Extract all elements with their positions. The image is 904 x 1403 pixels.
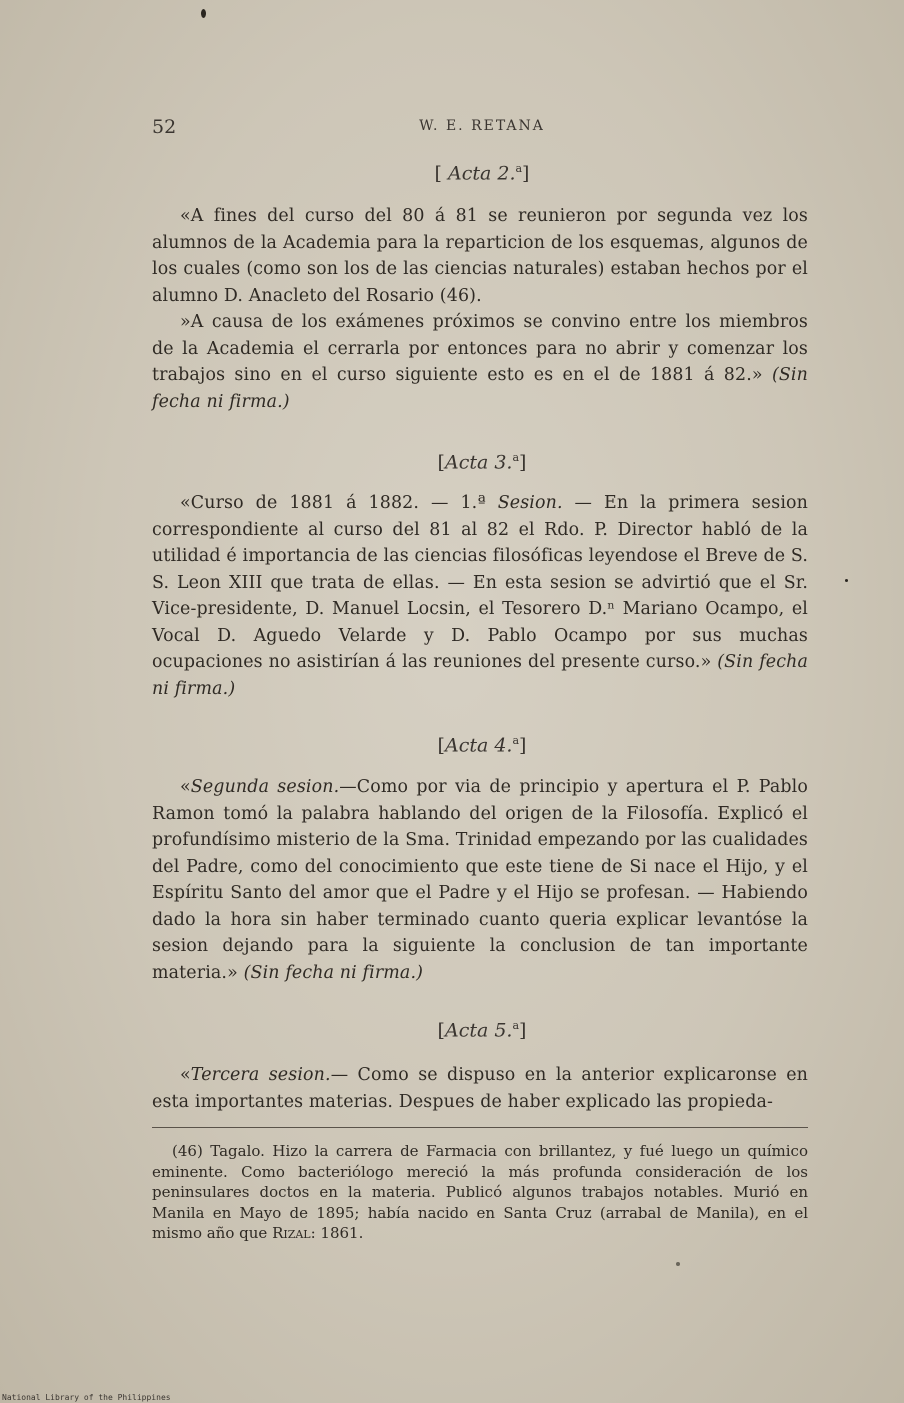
acta-4-label: Acta 4.	[444, 734, 513, 757]
acta-4-heading: [Acta 4.$^a$]	[437, 734, 527, 757]
no-signature-note: (Sin fecha ni firma.)	[152, 652, 808, 699]
no-signature-note: (Sin fecha ni firma.)	[152, 365, 808, 412]
footnote-46: (46) Tagalo. Hizo la carrera de Farmacia con brillantez, y fué luego un químico eminente. Como bacteriólogo mereció la más profunda consideración de los peninsulares doctos en la materia. Publicó algunos trabajos notables. Murió en Manila en Mayo de 1895; había nacido en Santa Cruz (arrabal de Manila), en el mismo año que Rizal: 1861.	[152, 1142, 808, 1242]
library-credit: National Library of the Philippines	[2, 1393, 171, 1402]
acta-2-label: Acta 2.	[447, 162, 516, 185]
ink-speck	[676, 1262, 680, 1266]
acta-3-paragraph-1: «Curso de 1881 á 1882. — 1.ª Sesion. — En la primera sesion correspondiente al curso del 81 al 82 el Rdo. P. Director habló de la utilidad é importancia de las ciencias filosóficas leyendose el Breve de S. S. Leon XIII que trata de ellas. — En esta sesion se advirtió que el Sr. Vice-presidente, D. Manuel Locsin, el Tesorero D.ⁿ Mariano Ocampo, el Vocal D. Aguedo Velarde y D. Pablo Ocampo por sus muchas ocupaciones no asistirían á las reuniones del presente curso.» (Sin fecha ni firma.)	[152, 493, 809, 699]
acta-5-paragraph-1: «Tercera sesion.— Como se dispuso en la anterior explicaronse en esta importantes materias. Despues de haber explicado las propieda-	[152, 1065, 808, 1112]
footnote-divider	[152, 1127, 808, 1128]
page-header	[152, 116, 812, 140]
acta-3-heading: [Acta 3.$^a$]	[437, 451, 527, 474]
page-number: 52	[152, 116, 177, 138]
acta-5-label: Acta 5.	[444, 1019, 513, 1042]
acta-3-label: Acta 3.	[444, 451, 513, 474]
ink-speck	[845, 579, 848, 582]
ink-speck	[201, 9, 206, 18]
acta-2-heading: [ Acta 2.$^a$]	[434, 162, 530, 185]
acta-2-paragraph-2: »A causa de los exámenes próximos se convino entre los miembros de la Academia el cerrarla por entonces para no abrir y comenzar los trabajos sino en el curso siguiente esto es en el de 1881 á 82.» (Sin fecha ni firma.)	[152, 312, 808, 412]
acta-2-paragraph-1: «A fines del curso del 80 á 81 se reunieron por segunda vez los alumnos de la Academia para la reparticion de los esquemas, algunos de los cuales (como son los de las ciencias naturales) estaban hechos por el alumno D. Anacleto del Rosario (46).	[152, 206, 808, 306]
running-head: W. E. RETANA	[419, 118, 545, 134]
acta-4-paragraph-1: «Segunda sesion.—Como por via de principio y apertura el P. Pablo Ramon tomó la palabra hablando del origen de la Filosofía. Explicó el profundísimo misterio de la Sma. Trinidad empezando por las cualidades del Padre, como del conocimiento que este tiene de Si nace el Hijo, y el Espíritu Santo del amor que el Padre y el Hijo se profesan. — Habiendo dado la hora sin haber terminado cuanto queria explicar levantóse la sesion dejando para la siguiente la conclusion de tan importante materia.» (Sin fecha ni firma.)	[152, 777, 808, 983]
acta-5-heading: [Acta 5.$^a$]	[437, 1019, 527, 1042]
no-signature-note: (Sin fecha ni firma.)	[243, 962, 424, 983]
